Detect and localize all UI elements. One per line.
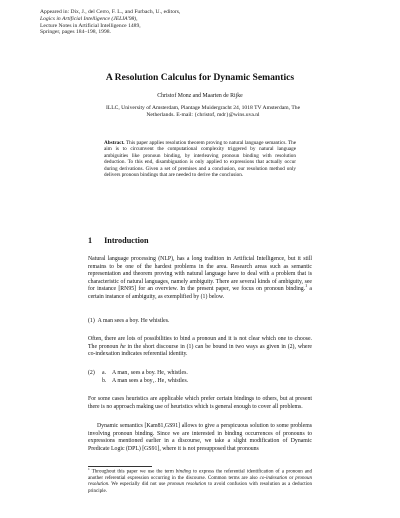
example-text: A man sees a boy₁. He₁ whistles. [112,377,189,384]
paragraph [88,256,312,301]
abstract-text: This paper applies resolution theorem proving to natural language semantics. The aim is to circumvent the computational complexity triggered by natural language ambiguities like pronoun binding, by interleaving pronoun binding with resolution deduction. To this end, disambiguation is only applied to expressions that actually occur during derivations. Given a set of premises and a conclusion, our resolution method only delivers pronoun bindings that are needed to derive the conclusion. [104,140,297,179]
footnote-marker: 1 [305,283,308,289]
section-number: 1 [88,236,93,245]
section-title: Introduction [104,236,149,245]
paragraph: For some cases heuristics are applicable which prefer certain bindings to others, but at present there is no approach making use of heuristics which is general enough to cover all problems. [88,396,312,410]
publication-line: Logics in Artificial Intelligence (JELIA'98), [40,15,138,22]
footnote-text: Throughout this paper we use the term [91,469,176,475]
paragraph-text: a certain instance of ambiguity, as exemplified by (1) below. [88,286,312,300]
footnote-term: co-indexation [259,475,288,481]
example-sub-label: b. [102,377,107,384]
example-label: (1) [88,318,95,324]
example-2 [88,370,188,385]
pronoun-term: he [120,343,126,350]
section-heading [88,236,161,245]
footnote-rule [88,466,152,467]
publication-line: Lecture Notes in Artificial Intelligence 1489, [40,22,141,29]
publication-info [40,9,180,36]
abstract-label: Abstract. [104,140,125,146]
paragraph [88,336,312,359]
affiliation [98,105,308,119]
paragraph-text: Dynamic semantics [Kam81,GS91] allows to give a perspicuous solution to some problems involving pronoun binding. Since we are interested in binding occurrences of pronouns to expressions mentioned earlier in a discourse, we take a slight modification of Dynamic Predicate Logic (DPL) [GS91], where it is not presupposed that pronouns [88,423,312,452]
footnote-term: pronoun resolution [88,475,312,488]
example-sub-label: a. [102,370,107,376]
affiliation-line: Netherlands. E-mail: {christof, mdr}@wins.uva.nl [146,112,260,119]
example-1 [88,318,169,324]
paper-title: A Resolution Calculus for Dynamic Semantics [105,72,295,83]
footnote [88,469,312,495]
footnote-text: to avoid confusion with resolution as a deduction principle. [88,482,312,494]
paragraph-text: in the short discourse in (1) can be bound in two ways as given in (2), where co-indexation indicates referential identity. [88,343,312,357]
footnote-term: pronoun resolution [167,482,207,488]
example-label: (2) [88,370,95,376]
footnote-text: or [287,475,296,481]
abstract [104,140,296,179]
footnote-term: binding [175,469,192,475]
footnote-text: . We especially did not use [108,482,168,488]
footnote-marker: 1 [88,467,90,471]
example-text: A man sees a boy. He whistles. [97,318,170,324]
example-text: A man₁ sees a boy. He₁ whistles. [112,370,188,376]
paragraph [88,423,312,453]
authors: Christof Monz and Maarten de Rijke [157,93,243,99]
footnote-text: to express the referential identification of a pronoun and another referential expression occurring in the discourse. Common terms are also [88,469,312,481]
paragraph-text: Natural language processing (NLP), has a long tradition in Artificial Intelligence, but it still remains to be one of the hardest problems in the area. Research areas such as semantic representation and theorem proving with natural language have to deal with a problem that is characteristic of natural languages, namely ambiguity. There are several kinds of ambiguity, see for instance [RN95] for an overview. In the present paper, we focus on pronoun binding. [88,256,312,292]
publication-line: Springer, pages 184–198, 1998. [40,29,111,36]
affiliation-line: ILLC, University of Amsterdam, Plantage Muidergracht 24, 1018 TV Amsterdam, The [105,105,301,111]
paragraph-text: Often, there are lots of possibilities to bind a pronoun and it is not clear which one to choose. The pronoun [88,336,312,350]
publication-line: Appeared in: Dix, J., del Cerro, F. L., and Furbach, U., editors, [40,9,181,15]
